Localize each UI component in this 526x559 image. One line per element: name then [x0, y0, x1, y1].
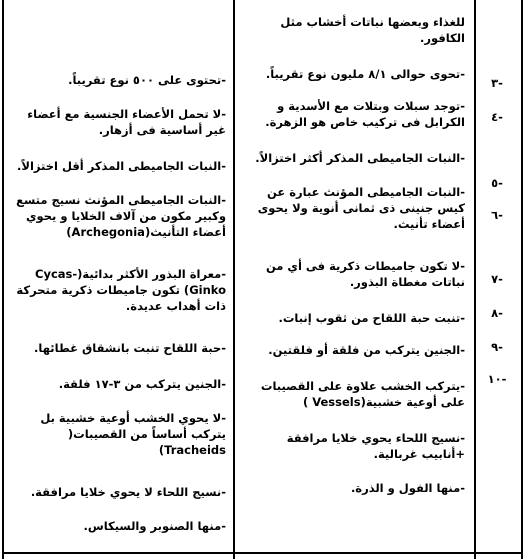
middle-cell: للغذاء وبعضها نباتات أخشاب مثل الكافور. — [280, 15, 465, 45]
left-cell: -الجنين يتركب من ٣-١٧ فلقة. — [58, 377, 226, 391]
row-number: -١٠ — [487, 372, 507, 386]
middle-cell: -تنبت حبة اللقاح من ثقوب إنبات. — [278, 311, 465, 325]
row-number: -٧ — [491, 272, 503, 286]
left-cell: -لا يحوي الخشب أوعية خشبية بل يتركب أساساً من القصيبات( Tracheids) — [40, 411, 226, 457]
row-number: -٤ — [491, 110, 503, 124]
row-number: -٥ — [491, 176, 503, 190]
left-cell: -نسيج اللحاء لا يحوي خلايا مرافقة. — [30, 485, 226, 499]
left-cell: -تحتوى على ٥٠٠ نوع تقريباً. — [68, 73, 226, 87]
left-cell: -النبات الجاميطى المذكر أقل اختزالاً. — [17, 159, 226, 173]
middle-cell: -نسيج اللحاء يحوي خلايا مرافقة +أنابيب غربالية. — [286, 431, 465, 461]
left-cell: -منها الصنوبر والسيكاس. — [83, 519, 226, 533]
middle-cell: -النبات الجاميطى المذكر أكثر اختزالاً. — [255, 151, 465, 165]
row-number: -٦ — [491, 208, 503, 222]
middle-cell: -لا تكون جاميطات ذكرية فى أي من نباتات مغطاة البذور. — [265, 259, 465, 289]
left-cell: -معراة البذور الأكثر بدائية(Cycas- Ginko) تكون جاميطات ذكرية متحركة ذات أهداب عديدة. — [16, 267, 226, 313]
row-number: -٨ — [491, 306, 503, 320]
middle-cell: -توجد سبلات وبتلات مع الأسدية و الكرابل فى تركيب خاص هو الزهرة. — [265, 99, 465, 129]
left-cell: -حبة اللقاح تنبت بانشقاق غطائها. — [34, 341, 226, 355]
table-border-bottom — [2, 552, 523, 554]
left-cell: -لا تحمل الأعضاء الجنسية مع أعضاء غير أساسية فى أزهار. — [27, 107, 226, 137]
column-divider-right — [474, 0, 476, 559]
table-border-left — [2, 0, 4, 559]
column-divider-left — [233, 0, 235, 559]
middle-cell: -النبات الجاميطى المؤنث عبارة عن كيس جنينى ذى ثمانى أنوية ولا يحوى أعضاء تأنيث. — [257, 185, 465, 231]
middle-cell: -يتركب الخشب علاوة على القصيبات على أوعية خشبية(Vessels ) — [260, 379, 465, 409]
middle-cell: -تحوى حوالى ٨/١ مليون نوع تقريباً. — [265, 67, 465, 81]
left-cell: -النبات الجاميطى المؤنث نسيج متسع وكبير مكون من آلاف الخلايا و يحوي أعضاء التأنيث(Archegonia) — [16, 193, 226, 239]
table-border-right — [521, 0, 523, 559]
middle-cell: -منها الفول و الذرة. — [350, 481, 465, 495]
row-number: -٣ — [491, 76, 503, 90]
row-number: -٩ — [491, 340, 503, 354]
middle-cell: -الجنين يتركب من فلقة أو فلقتين. — [268, 343, 465, 357]
